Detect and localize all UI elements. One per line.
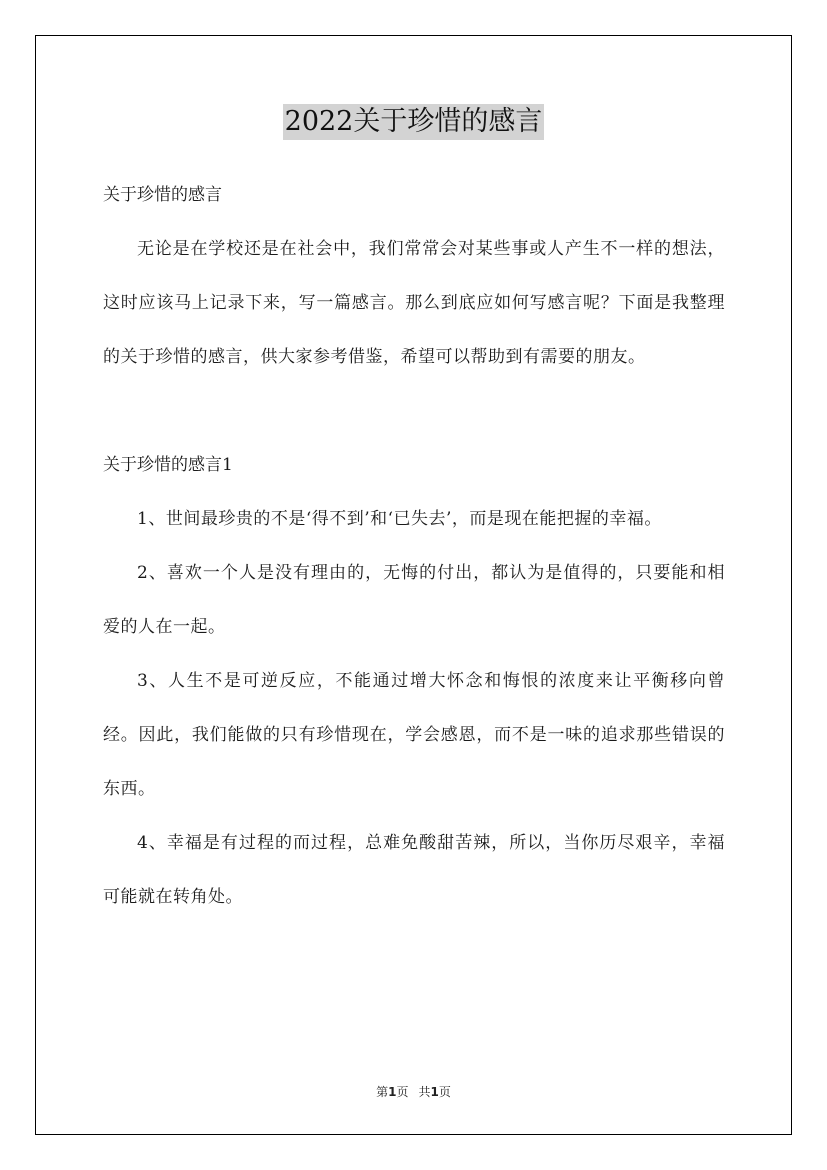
page-footer bbox=[0, 1084, 827, 1100]
total-label-prefix: 共 bbox=[418, 1085, 431, 1099]
page-label-unit: 页 bbox=[396, 1085, 409, 1099]
section-heading-1: 关于珍惜的感言1 bbox=[103, 455, 233, 475]
total-pages: 1 bbox=[430, 1085, 439, 1099]
list-item: 3、人生不是可逆反应，不能通过增大怀念和悔恨的浓度来让平衡移向曾经。因此，我们能做的只有珍惜现在，学会感恩，而不是一味的追求那些错误的东西。 bbox=[103, 671, 725, 799]
page-number: 1 bbox=[388, 1085, 397, 1099]
paragraph-spacer bbox=[103, 384, 725, 438]
list-item: 1、世间最珍贵的不是‘得不到’和‘已失去’，而是现在能把握的幸福。 bbox=[137, 509, 662, 529]
page-label-prefix: 第 bbox=[376, 1085, 389, 1099]
document-title: 2022关于珍惜的感言 bbox=[283, 104, 545, 140]
list-item: 4、幸福是有过程的而过程，总难免酸甜苦辣，所以，当你历尽艰辛，幸福可能就在转角处。 bbox=[103, 833, 725, 907]
intro-heading: 关于珍惜的感言 bbox=[103, 185, 222, 205]
total-label-unit: 页 bbox=[438, 1085, 451, 1099]
list-item: 2、喜欢一个人是没有理由的，无悔的付出，都认为是值得的，只要能和相爱的人在一起。 bbox=[103, 563, 725, 637]
title-container bbox=[0, 104, 827, 140]
intro-paragraph: 无论是在学校还是在社会中，我们常常会对某些事或人产生不一样的想法，这时应该马上记录下来，写一篇感言。那么到底应如何写感言呢？下面是我整理的关于珍惜的感言，供大家参考借鉴，希望可以帮助到有需要的朋友。 bbox=[103, 239, 725, 367]
document-body bbox=[103, 168, 725, 924]
